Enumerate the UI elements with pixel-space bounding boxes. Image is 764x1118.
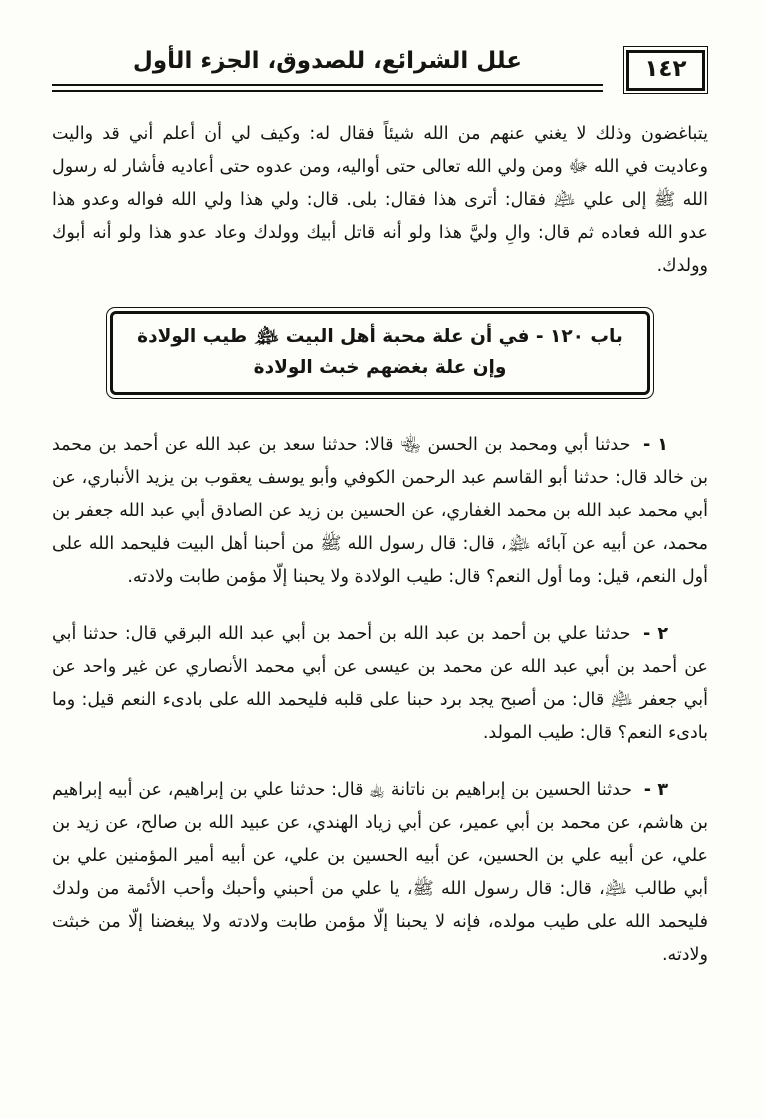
- page-header: [52, 46, 708, 94]
- chapter-title-line2: وإن علة بغضهم خبث الولادة: [253, 357, 507, 379]
- page-body: [52, 118, 708, 972]
- page-number: ١٤٢: [626, 50, 704, 91]
- page-number-box: [623, 46, 708, 94]
- book-title: علل الشرائع، للصدوق، الجزء الأول: [132, 48, 522, 75]
- hadith-paragraph-2: [52, 618, 708, 750]
- hadith-number-3: ٣ -: [643, 780, 668, 801]
- chapter-title-line1: باب ١٢٠ - في أن علة محبة أهل البيت ﵈ طيب الولادة: [137, 326, 623, 348]
- hadith-number-2: ٢ -: [642, 624, 668, 645]
- hadith-text-1: حدثنا أبي ومحمد بن الحسن ﵄ قالا: حدثنا سعد بن عبد الله عن أحمد بن محمد بن خالد قال: حدثنا أبو القاسم عبد الرحمن الكوفي وأبو يوسف يعقوب بن يزيد الأنباري، عن أبي محمد عبد الله بن محمد الغفاري، عن الحسين بن زيد عن الصادق أبي عبد الله جعفر بن محمد، عن أبيه عن آبائه ﵈، قال: قال رسول الله ﷺ من أحبنا أهل البيت فليحمد الله على أول النعم، قيل: وما أول النعم؟ قال: طيب الولادة ولا يحبنا إلّا مؤمن طابت ولادته.: [52, 435, 708, 588]
- intro-paragraph: يتباغضون وذلك لا يغني عنهم من الله شيئاً فقال له: وكيف لي أن أعلم أني قد واليت وعاديت في الله ﷻ ومن ولي الله تعالى حتى أواليه، ومن عدوه حتى أعاديه فأشار له رسول الله ﷺ إلى علي ﵇ فقال: أترى هذا فقال: بلى. قال: ولي هذا ولي الله فواله وعدو هذا عدو الله فعاده ثم قال: والِ وليَّ هذا ولو أنه قاتل أبيك وولدك وعاد عدو هذا ولو أنه أبوك وولدك.: [52, 124, 708, 277]
- hadith-number-1: ١ -: [642, 435, 668, 456]
- title-underline: [52, 84, 603, 92]
- hadith-paragraph-3: [52, 774, 708, 972]
- hadith-text-2: حدثنا علي بن أحمد بن عبد الله بن أحمد بن أبي عبد الله البرقي قال: حدثنا أبي عن أحمد بن أبي عبد الله عن محمد بن عيسى عن أبي محمد الأنصاري عن غير واحد عن أبي جعفر ﵇ قال: من أصبح يجد برد حبنا على قلبه فليحمد الله على بادىء النعم قيل: وما بادىء النعم؟ قال: طيب المولد.: [52, 624, 708, 744]
- chapter-heading-box: [106, 307, 654, 399]
- hadith-text-3: حدثنا الحسين بن إبراهيم بن ناتانة ﵀ قال: حدثنا علي بن إبراهيم، عن أبيه إبراهيم بن هاشم، عن محمد بن أبي عمير، عن أبي زياد الهندي، عن عبيد الله بن صالح، عن زيد بن علي، عن أبيه علي بن الحسين، عن أبيه الحسين بن علي، عن أبيه أمير المؤمنين علي بن أبي طالب ﵇، قال: قال رسول الله ﷺ، يا علي من أحبني وأحبك وأحب الأئمة من ولدك فليحمد الله على طيب مولده، فإنه لا يحبنا إلّا مؤمن طابت ولادته ولا يبغضنا إلّا من خبثت ولادته.: [52, 780, 708, 966]
- title-wrap: [52, 48, 603, 92]
- chapter-heading-inner: [110, 311, 650, 395]
- hadith-paragraph-1: [52, 429, 708, 594]
